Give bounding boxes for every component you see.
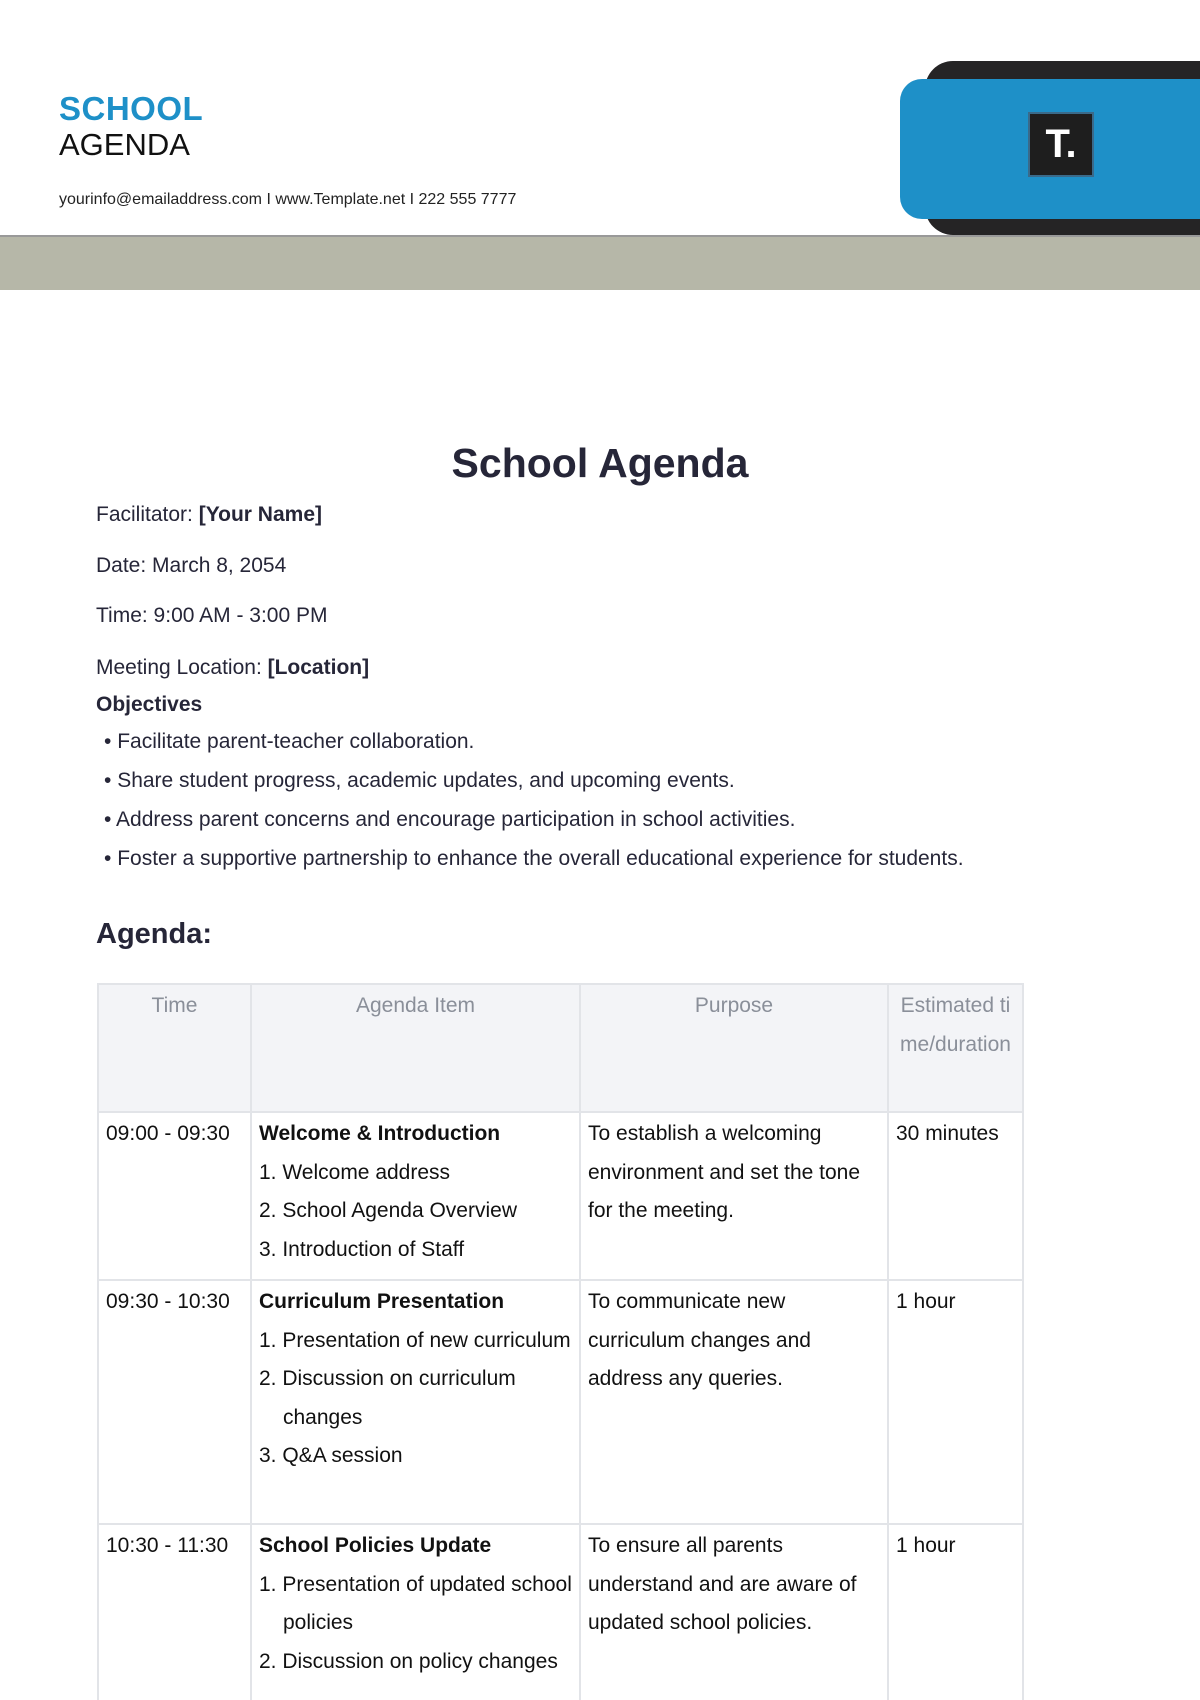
header-band (0, 235, 1200, 290)
brand-agenda: AGENDA (59, 127, 190, 162)
page-title: School Agenda (451, 440, 749, 486)
header-purpose: Purpose (580, 984, 888, 1112)
table-row (98, 1524, 1023, 1700)
header-duration: Estimated time/duration (888, 984, 1023, 1112)
contact-info: yourinfo@emailaddress.com I www.Template.net I 222 555 7777 (59, 191, 517, 208)
row-item (251, 1280, 580, 1524)
row-time: 09:00 - 09:30 (98, 1112, 251, 1280)
table-row (98, 1112, 1023, 1280)
objective-item: • Facilitate parent-teacher collaboration. (104, 730, 964, 769)
objective-item: • Share student progress, academic updates, and upcoming events. (104, 769, 964, 808)
subitem: 1. Presentation of new curriculum (259, 1328, 571, 1352)
agenda-table (97, 983, 1024, 1700)
objective-item: • Foster a supportive partnership to enhance the overall educational experience for students. (104, 847, 964, 886)
subitem: 2. School Agenda Overview (259, 1199, 517, 1222)
subitem: 2. Discussion on policy changes (259, 1649, 558, 1673)
facilitator-value: [Your Name] (198, 503, 322, 526)
row-time: 10:30 - 11:30 (98, 1524, 251, 1700)
subitem: 1. Welcome address (259, 1160, 451, 1184)
table-row (98, 1280, 1023, 1524)
row-purpose: To ensure all parents understand and are aware of updated school policies. (580, 1524, 888, 1700)
row-purpose: To communicate new curriculum changes and address any queries. (580, 1280, 888, 1524)
row-duration: 1 hour (888, 1280, 1023, 1524)
row-item (251, 1112, 580, 1280)
facilitator-label: Facilitator: (96, 503, 199, 526)
location-value: [Location] (267, 656, 370, 679)
objectives-heading: Objectives (96, 693, 203, 716)
time: Time: 9:00 AM - 3:00 PM (96, 604, 328, 627)
row-purpose: To establish a welcoming environment and set the tone for the meeting. (580, 1112, 888, 1280)
row-time: 09:30 - 10:30 (98, 1280, 251, 1524)
brand-school: SCHOOL (59, 90, 204, 127)
subitem: 1. Presentation of updated school policies (259, 1572, 572, 1634)
header-agenda-item: Agenda Item (251, 984, 580, 1112)
row-item-title: Welcome & Introduction (259, 1122, 501, 1145)
row-item-title: School Policies Update (259, 1534, 492, 1557)
agenda-heading: Agenda: (96, 918, 212, 950)
row-item (251, 1524, 580, 1700)
row-duration: 30 minutes (888, 1112, 1023, 1280)
template-logo: T. (1028, 112, 1094, 177)
objectives-list (104, 730, 964, 886)
location (96, 656, 369, 680)
objective-item: • Address parent concerns and encourage participation in school activities. (104, 808, 964, 847)
row-item-title: Curriculum Presentation (259, 1290, 505, 1313)
row-duration: 1 hour (888, 1524, 1023, 1700)
subitem: 3. Q&A session (259, 1444, 403, 1467)
table-header-row (98, 984, 1023, 1112)
date: Date: March 8, 2054 (96, 554, 287, 577)
subitem: 2. Discussion on curriculum changes (259, 1367, 516, 1429)
location-label: Meeting Location: (96, 656, 268, 679)
subitem: 3. Introduction of Staff (259, 1237, 465, 1261)
facilitator (96, 503, 322, 527)
header-time: Time (98, 984, 251, 1112)
